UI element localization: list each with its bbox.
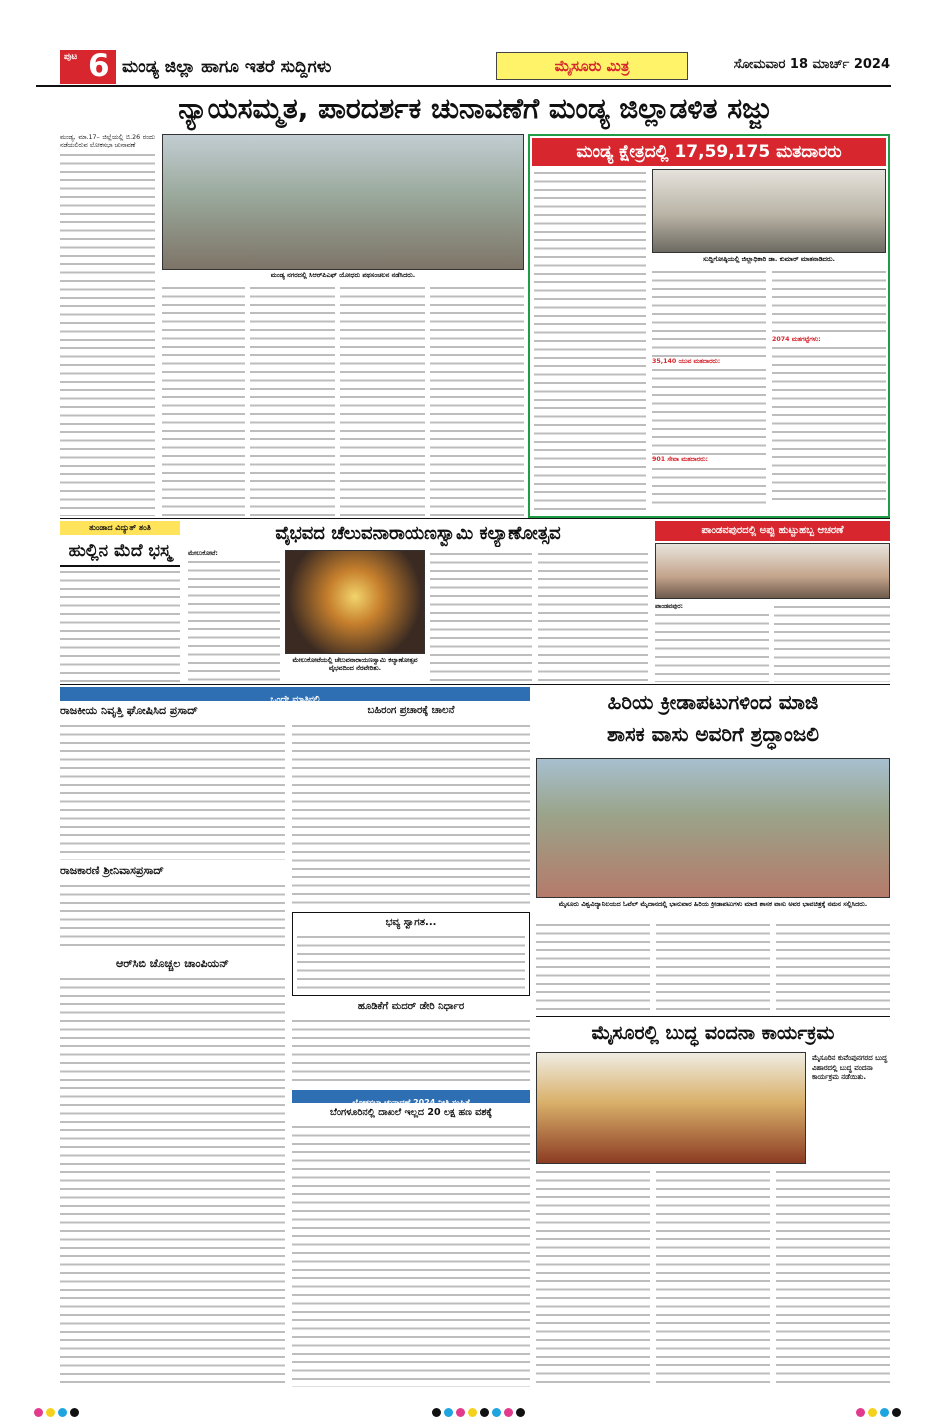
code-bar-title: ಲೋಕಸಭಾ ಚುನಾವಣೆ 2024 ನೀತಿ ಸಂಹಿತೆ	[352, 1098, 470, 1107]
main-story-col3	[250, 284, 335, 516]
voters-photo-caption: ಸುದ್ದಿಗೋಷ್ಠಿಯಲ್ಲಿ ಜಿಲ್ಲಾಧಿಕಾರಿ ಡಾ. ಕುಮಾರ್ ಮಾತನಾಡಿದರು.	[703, 255, 835, 263]
birthday-col1	[655, 603, 769, 682]
voters-sub-youth: 35,140 ಯುವ ಮತದಾರರು:	[652, 358, 721, 365]
paper-logo: ಮೈಸೂರು ಮಿತ್ರ	[496, 52, 688, 80]
tribute-col2	[656, 921, 770, 1013]
rajakarana-headline: ರಾಜಕಾರಣಿ ಶ್ರೀನಿವಾಸಪ್ರಸಾದ್	[60, 864, 164, 877]
dairy-headline: ಹೂಡಿಕೆಗೆ ಮದರ್ ಡೇರಿ ನಿರ್ಧಾರ	[357, 1001, 465, 1012]
buddha-photo	[536, 1052, 806, 1164]
voters-headline: ಮಂಡ್ಯ ಕ್ಷೇತ್ರದಲ್ಲಿ 17,59,175 ಮತದಾರರು	[532, 138, 886, 166]
electric-text	[60, 568, 180, 682]
voters-sub-service: 901 ಸೇವಾ ಮತದಾರರು:	[652, 456, 709, 464]
buddha-col3	[776, 1168, 890, 1387]
rcb-text	[60, 975, 285, 1387]
main-story-text	[60, 151, 155, 516]
issue-date: ಸೋಮವಾರ 18 ಮಾರ್ಚ್ 2024	[733, 57, 890, 72]
voters-col2	[652, 268, 766, 514]
tribute-col3	[776, 921, 890, 1013]
campaign-headline: ಬಹಿರಂಗ ಪ್ರಚಾರಕ್ಕೆ ಚಾಲನೆ	[367, 705, 455, 716]
page-label: ಪುಟ	[64, 52, 78, 62]
masthead	[60, 50, 890, 84]
page-number-box	[60, 50, 116, 84]
welcome-text	[297, 933, 525, 993]
temple-photo	[285, 550, 425, 654]
tribute-photo-caption: ಮೈಸೂರು ವಿಶ್ವವಿದ್ಯಾನಿಲಯದ ಓವೆಲ್ ಮೈದಾನದಲ್ಲಿ ಭಾನುವಾರ ಹಿರಿಯ ಕ್ರೀಡಾಪಟುಗಳು ಮಾಜಿ ಶಾಸಕ ವಾಸು ಅವರ ಭಾವಚಿತ್ರಕ್ಕೆ ನಮನ ಸಲ್ಲಿಸಿದರು.	[558, 900, 868, 908]
buddha-col2	[656, 1168, 770, 1387]
tribute-headline-2: ಶಾಸಕ ವಾಸು ಅವರಿಗೆ ಶ್ರದ್ಧಾಂಜಲಿ	[606, 722, 820, 746]
voters-box	[528, 134, 890, 518]
registration-marks-left	[34, 1402, 82, 1421]
birthday-photo	[655, 543, 890, 599]
column-bar-title: ಒಂದೇ ಮಾತಿನಲಿ	[270, 695, 320, 705]
tribute-photo	[536, 758, 890, 898]
buddha-col1	[536, 1168, 650, 1387]
electric-kicker: ತುಂಡಾದ ವಿದ್ಯುತ್ ತಂತಿ	[60, 521, 180, 535]
registration-marks-right	[856, 1402, 904, 1421]
registration-marks-center	[432, 1402, 528, 1421]
birthday-headline: ಪಾಂಡವಪುರದಲ್ಲಿ ಅಪ್ಪು ಹುಟ್ಟುಹಬ್ಬ ಆಚರಣೆ	[655, 521, 890, 541]
voters-photo	[652, 169, 886, 253]
row2-rule	[60, 518, 890, 519]
temple-lead: ಮೇಲುಕೋಟೆ:	[188, 550, 218, 557]
buddha-headline: ಮೈಸೂರಲ್ಲಿ ಬುದ್ಧ ವಂದನಾ ಕಾರ್ಯಕ್ರಮ	[591, 1022, 835, 1044]
row3-rule	[60, 684, 890, 685]
welcome-box	[292, 912, 530, 996]
cash-text	[292, 1123, 530, 1387]
column-bar	[60, 687, 530, 705]
prasad-headline: ರಾಜಕೀಯ ನಿವೃತ್ತಿ ಘೋಷಿಸಿದ ಪ್ರಸಾದ್	[60, 704, 198, 717]
main-story-photo	[162, 134, 524, 270]
tribute-col1	[536, 921, 650, 1013]
page-number: 6	[88, 48, 110, 84]
prasad-text	[60, 722, 285, 860]
buddha-side-caption: ಮೈಸೂರಿನ ಕುವೆಂಪುನಗರದ ಬುದ್ಧ ವಿಹಾರದಲ್ಲಿ ಬುದ್ಧ ವಂದನಾ ಕಾರ್ಯಕ್ರಮ ನಡೆಯಿತು.	[812, 1054, 888, 1081]
birthday-lead: ಪಾಂಡವಪುರ:	[655, 603, 684, 610]
welcome-headline: ಭವ್ಯ ಸ್ವಾಗತ...	[385, 917, 437, 928]
temple-col1	[188, 550, 280, 682]
voters-col3	[772, 268, 886, 514]
main-story-col5	[430, 284, 524, 516]
temple-col2	[430, 550, 532, 682]
temple-headline: ವೈಭವದ ಚೆಲುವನಾರಾಯಣಸ್ವಾಮಿ ಕಲ್ಯಾಣೋತ್ಸವ	[275, 523, 561, 544]
section-title: ಮಂಡ್ಯ ಜಿಲ್ಲಾ ಹಾಗೂ ಇತರೆ ಸುದ್ದಿಗಳು	[122, 57, 332, 77]
buddha-rule	[536, 1016, 890, 1017]
main-photo-caption: ಮಂಡ್ಯ ನಗರದಲ್ಲಿ ಸಿಆರ್‌ಪಿಎಫ್ ಯೋಧರು ಪಥಸಂಚಲನ ನಡೆಸಿದರು.	[270, 271, 416, 279]
tribute-headline-1: ಹಿರಿಯ ಕ್ರೀಡಾಪಟುಗಳಿಂದ ಮಾಜಿ	[607, 690, 819, 714]
cash-headline: ಬೆಂಗಳೂರಿನಲ್ಲಿ ದಾಖಲೆ ಇಲ್ಲದ 20 ಲಕ್ಷ ಹಣ ವಶಕ್ಕೆ	[329, 1107, 492, 1118]
main-story-col1	[60, 134, 155, 516]
campaign-text	[292, 722, 530, 908]
temple-photo-caption: ಮೇಲುಕೋಟೆಯಲ್ಲಿ ಚೆಲುವನಾರಾಯಣಸ್ವಾಮಿ ಕಲ್ಯಾಣೋತ್ಸವ ವೈಭವದಿಂದ ನೆರವೇರಿತು.	[292, 656, 418, 672]
code-bar	[292, 1090, 530, 1107]
electric-headline: ಹುಲ್ಲಿನ ಮೆದೆ ಭಸ್ಮ	[60, 537, 180, 567]
dairy-text	[292, 1017, 530, 1087]
main-headline: ನ್ಯಾಯಸಮ್ಮತ, ಪಾರದರ್ಶಕ ಚುನಾವಣೆಗೆ ಮಂಡ್ಯ ಜಿಲ್ಲಾಡಳಿತ ಸಜ್ಜು	[178, 92, 772, 125]
main-story-lead: ಮಂಡ್ಯ, ಮಾ.17– ಜಿಲ್ಲೆಯಲ್ಲಿ ಬಿ.26 ರಂದು ನಡೆಯಲಿರುವ ಲೋಕಸಭಾ ಚುನಾವಣೆ	[60, 134, 155, 150]
voters-col1	[534, 169, 646, 514]
rajakarana-text	[60, 882, 285, 952]
voters-sub-booths: 2074 ಮತಗಟ್ಟೆಗಳು:	[772, 336, 821, 343]
main-story-col4	[340, 284, 425, 516]
main-story-col2	[162, 284, 245, 516]
rcb-headline: ಆರ್‌ಸಿಬಿ ಚೊಚ್ಚಲ ಚಾಂಪಿಯನ್	[115, 957, 230, 970]
temple-col3	[538, 550, 648, 682]
birthday-col2	[774, 603, 890, 682]
